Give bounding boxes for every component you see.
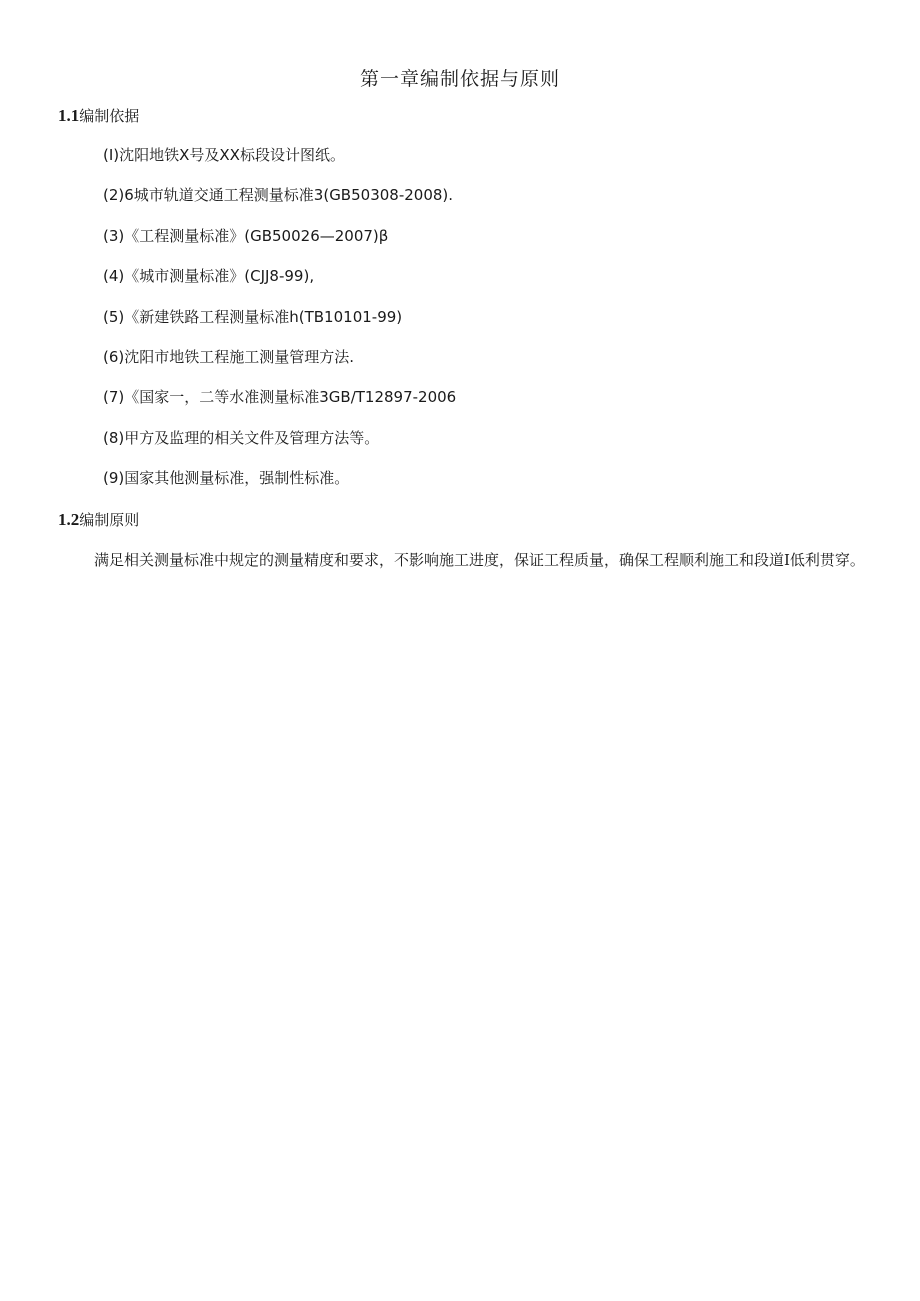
section-heading-text: 编制依据 (79, 107, 140, 125)
list-item: (8)甲方及监理的相关文件及管理方法等。 (103, 428, 380, 447)
list-item: (4)《城市测量标准》(CJJ8-99), (103, 267, 315, 286)
list-item: (2)6城市轨道交通工程测量标准3(GB50308-2008). (103, 186, 454, 205)
section-heading-text: 编制原则 (79, 511, 140, 529)
section-number: 1.1 (58, 106, 80, 125)
reference-list (103, 144, 456, 508)
list-item: (6)沈阳市地铁工程施工测量管理方法. (103, 347, 355, 366)
list-item: (7)《国家一，二等水准测量标准3GB/T12897-2006 (103, 388, 457, 407)
section-heading-principles (58, 509, 139, 530)
page-title: 第一章编制依据与原则 (359, 68, 560, 90)
list-item: (3)《工程测量标准》(GB50026—2007)β (103, 226, 389, 245)
principle-paragraph: 满足相关测量标准中规定的测量精度和要求，不影响施工进度，保证工程质量，确保工程顺利施工和段道I低利贯穿。 (94, 551, 865, 569)
section-number: 1.2 (58, 510, 80, 529)
list-item: (5)《新建铁路工程测量标准h(TB10101-99) (103, 307, 403, 326)
section-heading-basis (58, 105, 139, 126)
list-item: (9)国家其他测量标准，强制性标准。 (103, 469, 350, 488)
list-item: (I)沈阳地铁X号及XX标段设计图纸。 (103, 146, 345, 164)
